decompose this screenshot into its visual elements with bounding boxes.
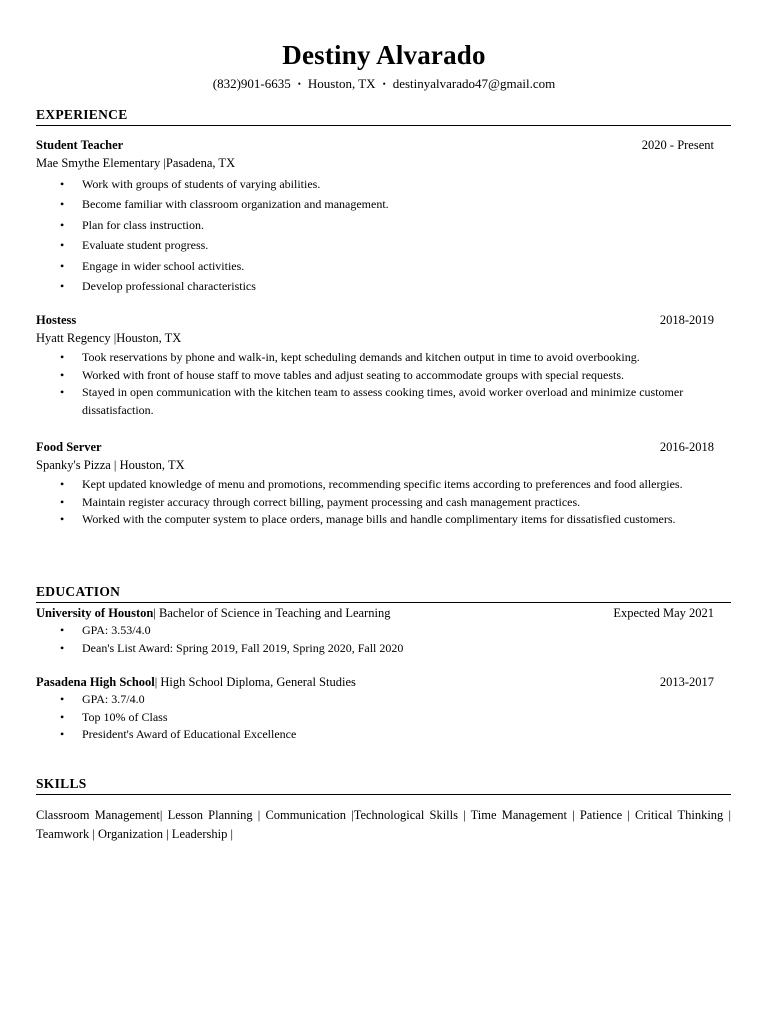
degree: | Bachelor of Science in Teaching and Learning <box>153 606 391 620</box>
list-item: • Maintain register accuracy through correct billing, payment processing and cash management practices. <box>82 494 714 512</box>
list-item: • Stayed in open communication with the kitchen team to assess cooking times, avoid worker overload and minimize customer dissatisfaction. <box>82 384 714 419</box>
list-item: • GPA: 3.53/4.0 <box>82 622 714 640</box>
education-entry <box>36 604 714 657</box>
list-item: • Engage in wider school activities. <box>82 256 714 276</box>
list-item: • Worked with the computer system to place orders, manage bills and handle complimentary items for dissatisfied customers. <box>82 511 714 529</box>
experience-entry <box>36 438 714 529</box>
section-heading-education: EDUCATION <box>36 584 731 603</box>
job-bullets <box>36 476 714 529</box>
list-item: • President's Award of Educational Excellence <box>82 726 714 744</box>
phone-number: (832)901-6635 <box>212 76 291 91</box>
experience-entry <box>36 136 714 296</box>
education-dates: 2013-2017 <box>659 675 714 689</box>
job-organization: Hyatt Regency |Houston, TX <box>36 331 182 345</box>
job-title: Student Teacher <box>36 138 124 152</box>
job-dates: 2016-2018 <box>659 440 714 454</box>
job-title: Hostess <box>36 313 77 327</box>
education-bullets <box>36 622 714 657</box>
school-name: University of Houston <box>36 606 154 620</box>
list-item: • Evaluate student progress. <box>82 235 714 255</box>
separator-dot: • <box>382 79 386 89</box>
education-dates: Expected May 2021 <box>613 606 714 620</box>
job-organization: Spanky's Pizza | Houston, TX <box>36 458 185 472</box>
separator-dot: • <box>297 79 301 89</box>
list-item: • Become familiar with classroom organization and management. <box>82 194 714 214</box>
section-heading-experience: EXPERIENCE <box>36 107 731 126</box>
list-item: • Develop professional characteristics <box>82 276 714 296</box>
candidate-name: Destiny Alvarado <box>282 40 486 70</box>
skills-list: Classroom Management| Lesson Planning | Communication |Technological Skills | Time Management | Patience | Critical Thinking | Teamwork | Organization | Leadership | <box>36 808 731 841</box>
list-item: • Worked with front of house staff to move tables and adjust seating to accommodate groups with special requests. <box>82 367 714 385</box>
job-dates: 2018-2019 <box>659 313 714 327</box>
experience-entry <box>36 311 714 419</box>
list-item: • Plan for class instruction. <box>82 215 714 235</box>
list-item: • GPA: 3.7/4.0 <box>82 691 714 709</box>
job-bullets <box>36 349 714 419</box>
job-bullets <box>36 174 714 296</box>
list-item: • Took reservations by phone and walk-in, kept scheduling demands and kitchen output in time to avoid overbooking. <box>82 349 714 367</box>
location: Houston, TX <box>307 76 376 91</box>
contact-line <box>0 76 768 92</box>
list-item: • Top 10% of Class <box>82 709 714 727</box>
email-address: destinyalvarado47@gmail.com <box>392 76 556 91</box>
job-title: Food Server <box>36 440 102 454</box>
degree: | High School Diploma, General Studies <box>154 675 356 689</box>
list-item: • Kept updated knowledge of menu and promotions, recommending specific items according to preferences and food allergies. <box>82 476 714 494</box>
list-item: • Work with groups of students of varying abilities. <box>82 174 714 194</box>
job-organization: Mae Smythe Elementary |Pasadena, TX <box>36 156 236 170</box>
school-name: Pasadena High School <box>36 675 155 689</box>
section-heading-skills: SKILLS <box>36 776 731 795</box>
education-entry <box>36 673 714 744</box>
list-item: • Dean's List Award: Spring 2019, Fall 2019, Spring 2020, Fall 2020 <box>82 640 714 658</box>
education-bullets <box>36 691 714 744</box>
job-dates: 2020 - Present <box>641 138 714 152</box>
